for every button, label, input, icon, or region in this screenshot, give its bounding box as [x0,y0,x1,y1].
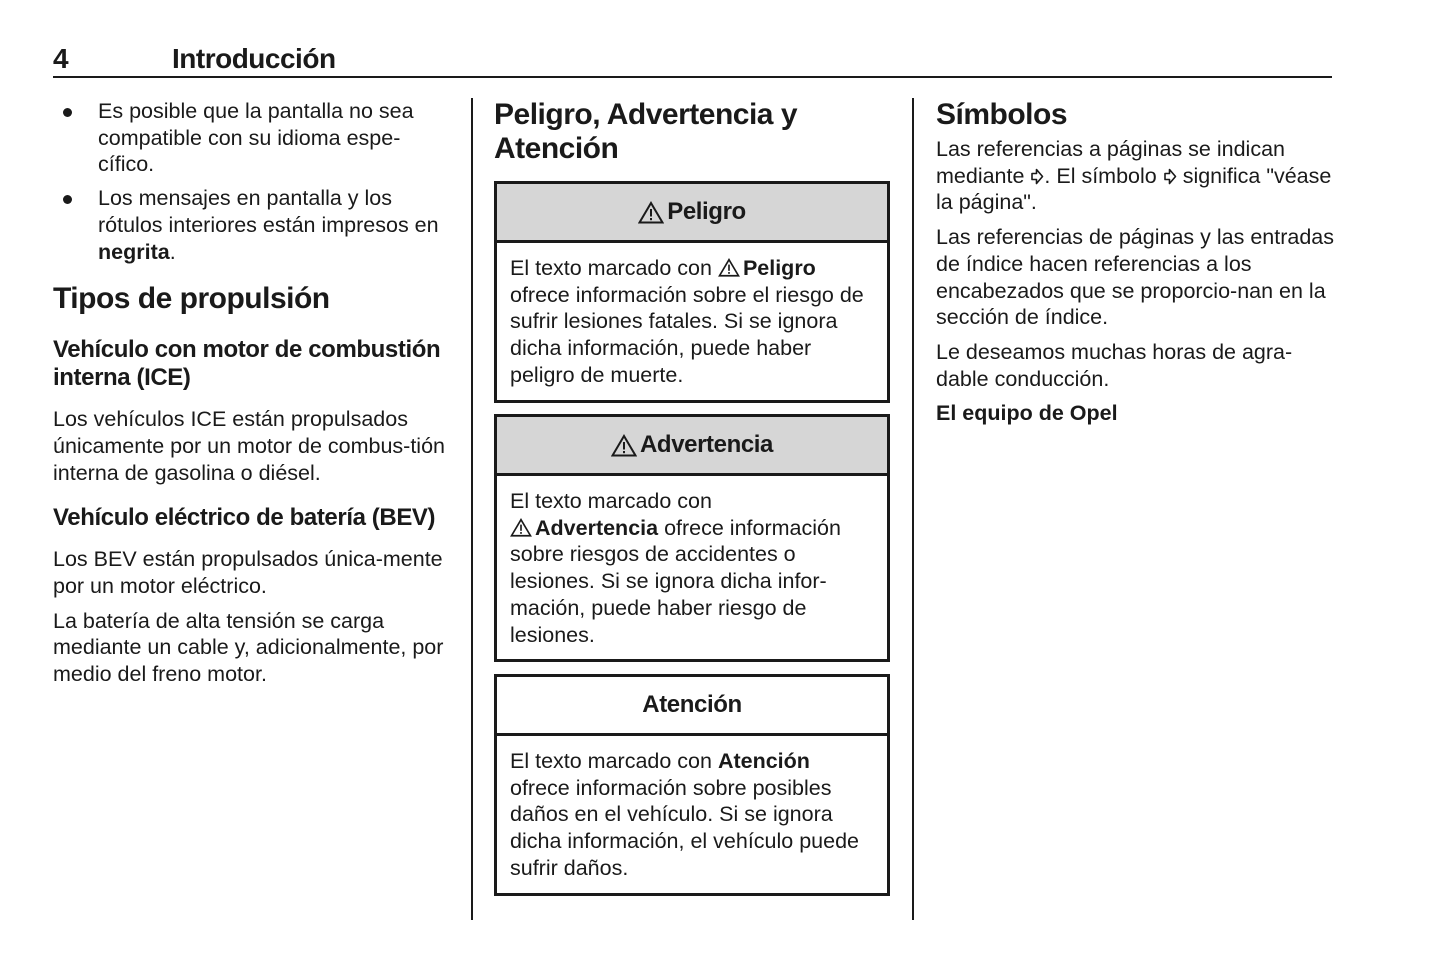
bold-term: negrita [98,239,170,264]
column-left [53,98,453,688]
paragraph-ice: Los vehículos ICE están propulsados únicamente por un motor de combus-tión interna de gasolina o diésel. [53,407,445,485]
danger-box-body: El texto marcado con Peligro ofrece información sobre el riesgo de sufrir lesiones fatales. Si se ignora dicha información, puede haber peligro de muerte. [510,256,864,387]
bullet-icon [63,108,72,117]
caution-box-header [497,677,887,736]
paragraph-symbols-2: Las referencias de páginas y las entradas de índice hacen referencias a los encabezados que se proporcio-nan en la sección de índice. [936,225,1334,330]
danger-box-title: Peligro [667,198,746,225]
warning-triangle-icon [611,434,637,457]
caution-box-title: Atención [642,691,742,718]
subheading-bev: Vehículo eléctrico de batería (BEV) [53,504,436,532]
bullet-icon [63,195,72,204]
column-divider [471,98,473,920]
column-middle [494,98,890,880]
danger-box-header [497,184,887,243]
page-title: Introducción [172,43,336,74]
bullet-list [53,98,453,265]
bold-term: Advertencia [535,515,659,540]
warning-triangle-icon [718,258,740,277]
page-number: 4 [53,43,69,74]
section-heading-warnings: Peligro, Advertencia y Atención [494,98,798,165]
bold-term: Atención [717,749,810,773]
bold-term: Peligro [742,256,816,280]
signature: El equipo de Opel [936,401,1118,426]
section-heading-propulsion: Tipos de propulsión [53,282,330,316]
subheading-ice: Vehículo con motor de combustión interna (ICE) [53,336,441,392]
warning-box-body: El texto marcado con Advertencia ofrece información sobre riesgos de accidentes o lesiones. Si se ignora dicha infor-mación, puede haber riesgo de lesiones. [510,489,841,647]
paragraph-symbols-1: Las referencias a páginas se indican mediante . El símbolo significa "véase la página". [936,137,1332,215]
caution-box [494,674,890,896]
danger-box [494,181,890,403]
paragraph-symbols-3: Le deseamos muchas horas de agra-dable conducción. [936,339,1293,391]
caution-box-body: El texto marcado con Atención ofrece información sobre posibles daños en el vehículo. Si se ignora dicha información, el vehículo puede sufrir daños. [510,749,859,880]
warning-triangle-icon [638,201,664,224]
column-right [936,98,1336,427]
warning-box-title: Advertencia [640,431,773,458]
list-item: Es posible que la pantalla no sea compatible con su idioma espe-cífico. [53,98,453,178]
list-item: Los mensajes en pantalla y los rótulos interiores están impresos en negrita. [53,185,453,265]
column-divider [912,98,914,920]
warning-box-header [497,417,887,476]
paragraph-bev-1: Los BEV están propulsados única-mente por un motor eléctrico. [53,547,443,599]
page-header [53,42,1332,78]
section-heading-symbols: Símbolos [936,98,1068,131]
warning-box [494,414,890,662]
page-reference-arrow-icon [1163,168,1177,185]
page-reference-arrow-icon [1030,168,1044,185]
warning-triangle-icon [510,518,532,537]
paragraph-bev-2: La batería de alta tensión se carga mediante un cable y, adicionalmente, por medio del freno motor. [53,608,444,687]
